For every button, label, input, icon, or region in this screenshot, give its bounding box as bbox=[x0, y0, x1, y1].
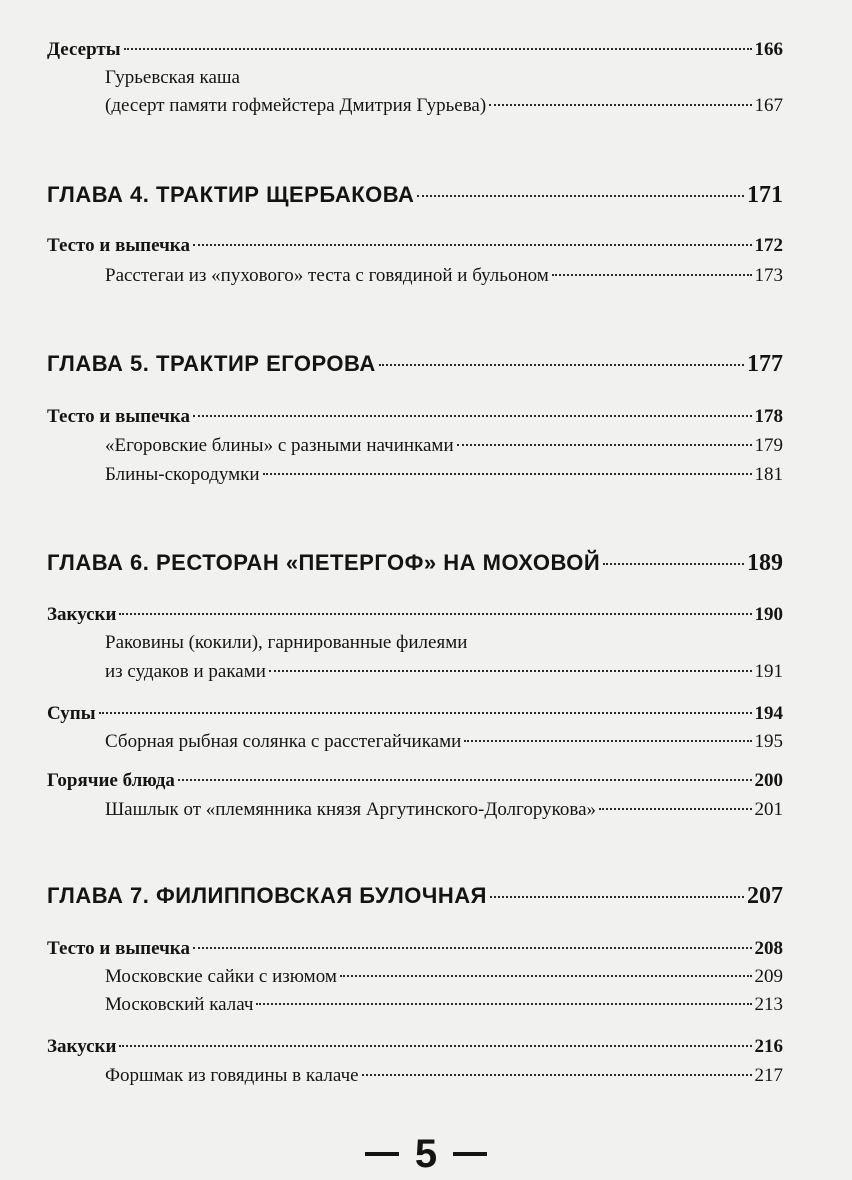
toc-title: Тесто и выпечка bbox=[47, 235, 190, 256]
toc-title: Расстегаи из «пухового» теста с говядиной и бульоном bbox=[105, 265, 549, 286]
toc-leader bbox=[119, 613, 751, 615]
toc-page-number: 213 bbox=[754, 994, 783, 1015]
toc-title: Московские сайки с изюмом bbox=[105, 966, 337, 987]
toc-entry-saiki bbox=[105, 965, 783, 989]
toc-title: (десерт памяти гофмейстера Дмитрия Гурьева) bbox=[105, 95, 487, 116]
toc-leader bbox=[340, 975, 752, 977]
toc-entry-solyanka bbox=[105, 730, 783, 754]
toc-chapter-5 bbox=[47, 350, 783, 378]
toc-section-snacks bbox=[47, 603, 783, 627]
toc-leader bbox=[119, 1045, 751, 1047]
toc-section-hot-dishes bbox=[47, 769, 783, 793]
toc-entry-rasstegai bbox=[105, 264, 783, 288]
toc-leader bbox=[417, 195, 744, 197]
toc-entry-shashlik bbox=[105, 798, 783, 822]
toc-title: Десерты bbox=[47, 39, 121, 60]
chapter-title: ГЛАВА 7. ФИЛИППОВСКАЯ БУЛОЧНАЯ bbox=[47, 883, 487, 908]
toc-section-soups bbox=[47, 702, 783, 726]
toc-title: Горячие блюда bbox=[47, 770, 175, 791]
toc-leader bbox=[552, 274, 752, 276]
toc-section-desserts bbox=[47, 38, 783, 62]
toc-leader bbox=[193, 947, 752, 949]
toc-page-number: 179 bbox=[754, 435, 783, 456]
toc-title: Сборная рыбная солянка с расстегайчиками bbox=[105, 731, 462, 752]
toc-leader bbox=[193, 244, 752, 246]
toc-page-number: 190 bbox=[754, 604, 783, 625]
toc-chapter-6 bbox=[47, 549, 783, 577]
toc-leader bbox=[464, 740, 751, 742]
toc-page-number: 172 bbox=[754, 235, 783, 256]
toc-page-number: 177 bbox=[747, 351, 783, 377]
toc-section-dough bbox=[47, 937, 783, 961]
toc-page-number: 171 bbox=[747, 182, 783, 208]
toc-title: из судаков и раками bbox=[105, 661, 266, 682]
toc-leader bbox=[178, 779, 752, 781]
toc-title: Блины-скородумки bbox=[105, 464, 260, 485]
chapter-title: ГЛАВА 4. ТРАКТИР ЩЕРБАКОВА bbox=[47, 182, 415, 207]
toc-leader bbox=[457, 444, 752, 446]
toc-page-number: 216 bbox=[754, 1036, 783, 1057]
toc-leader bbox=[489, 104, 751, 106]
toc-leader bbox=[256, 1003, 751, 1005]
toc-section-dough bbox=[47, 405, 783, 429]
dash-right bbox=[453, 1152, 487, 1156]
toc-title: Шашлык от «племянника князя Аргутинского-Долгорукова» bbox=[105, 799, 597, 820]
toc-title: Форшмак из говядины в калаче bbox=[105, 1065, 359, 1086]
toc-entry-shells-line1: Раковины (кокили), гарнированные филеями bbox=[105, 632, 468, 653]
toc-leader bbox=[124, 48, 752, 50]
page-number: 5 bbox=[414, 1132, 438, 1176]
toc-leader bbox=[379, 364, 744, 366]
toc-page-number: 181 bbox=[754, 464, 783, 485]
dash-left bbox=[365, 1152, 399, 1156]
toc-page-number: 208 bbox=[754, 938, 783, 959]
toc-title: «Егоровские блины» с разными начинками bbox=[105, 435, 454, 456]
toc-page-number: 201 bbox=[754, 799, 783, 820]
toc-page-number: 194 bbox=[754, 703, 783, 724]
page-footer bbox=[0, 1132, 852, 1176]
toc-leader bbox=[269, 670, 752, 672]
toc-page-number: 178 bbox=[754, 406, 783, 427]
toc-leader bbox=[603, 563, 744, 565]
toc-page-number: 173 bbox=[754, 265, 783, 286]
toc-leader bbox=[599, 808, 751, 810]
toc-page-number: 166 bbox=[754, 39, 783, 60]
toc-title: Супы bbox=[47, 703, 96, 724]
toc-entry-shells bbox=[105, 660, 783, 684]
toc-leader bbox=[490, 896, 744, 898]
toc-title: Закуски bbox=[47, 604, 117, 625]
toc-title: Закуски bbox=[47, 1036, 117, 1057]
toc-page-number: 200 bbox=[754, 770, 783, 791]
toc-entry-guryev-line1: Гурьевская каша bbox=[105, 67, 240, 88]
toc-title: Московский калач bbox=[105, 994, 254, 1015]
toc-section-dough bbox=[47, 234, 783, 258]
toc-entry-forshmak bbox=[105, 1064, 783, 1088]
toc-page-number: 191 bbox=[754, 661, 783, 682]
toc-page-number: 209 bbox=[754, 966, 783, 987]
toc-page-number: 217 bbox=[754, 1065, 783, 1086]
chapter-title: ГЛАВА 5. ТРАКТИР ЕГОРОВА bbox=[47, 351, 376, 376]
toc-page-number: 195 bbox=[754, 731, 783, 752]
toc-title: Тесто и выпечка bbox=[47, 406, 190, 427]
toc-leader bbox=[362, 1074, 752, 1076]
toc-chapter-7 bbox=[47, 882, 783, 910]
chapter-title: ГЛАВА 6. РЕСТОРАН «ПЕТЕРГОФ» НА МОХОВОЙ bbox=[47, 550, 601, 575]
toc-title: Тесто и выпечка bbox=[47, 938, 190, 959]
toc-entry-skorodumki bbox=[105, 463, 783, 487]
toc-leader bbox=[193, 415, 752, 417]
toc-entry-egorov-bliny bbox=[105, 434, 783, 458]
toc-leader bbox=[263, 473, 752, 475]
toc-page-number: 167 bbox=[754, 95, 783, 116]
toc-page-number: 207 bbox=[747, 883, 783, 909]
toc-page-number: 189 bbox=[747, 550, 783, 576]
toc-entry-guryev bbox=[105, 94, 783, 118]
toc-leader bbox=[99, 712, 752, 714]
toc-section-snacks bbox=[47, 1035, 783, 1059]
toc-chapter-4 bbox=[47, 181, 783, 209]
toc-entry-kalach bbox=[105, 993, 783, 1017]
